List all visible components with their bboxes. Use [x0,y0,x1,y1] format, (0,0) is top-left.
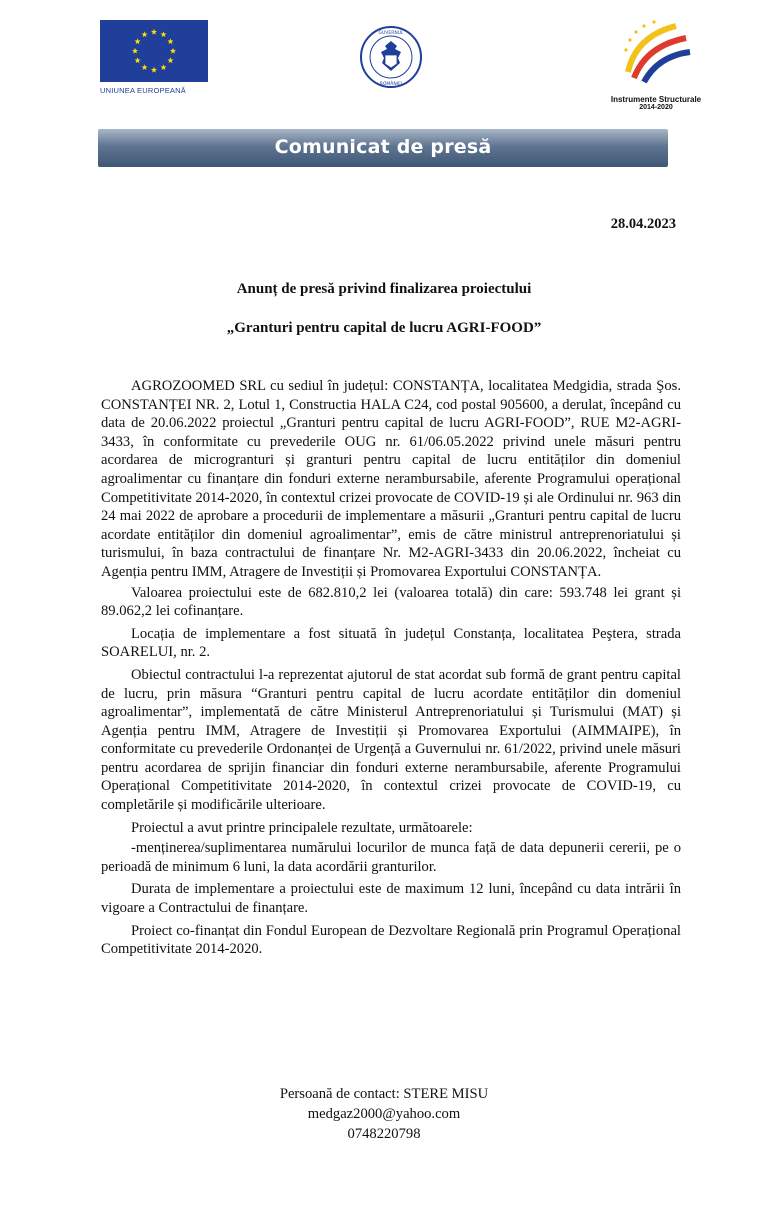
paragraph-location: Locația de implementare a fost situată în județul Constanța, localitatea Peştera, strada SOARELUI, nr. 2. [101,625,681,661]
is-caption-title: Instrumente Structurale [610,95,702,104]
eu-flag-icon [100,20,208,82]
eu-star-icon [167,38,173,44]
paragraph-value: Valoarea proiectului este de 682.810,2 lei (valoarea totală) din care: 593.748 lei grant și 89.062,2 lei cofinanțare. [101,584,681,620]
contact-phone: 0748220798 [347,1126,421,1142]
eu-star-icon [141,64,147,70]
eu-logo [100,20,208,95]
svg-text:GUVERNUL: GUVERNUL [378,31,404,36]
document-date: 28.04.2023 [610,216,676,232]
eu-star-icon [170,48,176,54]
project-name: „Granturi pentru capital de lucru AGRI-FOOD” [226,320,542,336]
eu-caption: UNIUNEA EUROPEANĂ [100,86,186,95]
eu-star-icon [141,31,147,37]
romanian-government-seal-icon [359,25,423,89]
instrumente-structurale-logo [596,16,716,111]
eu-star-icon [132,48,138,54]
eu-star-icon [135,38,141,44]
document-title: Anunț de presă privind finalizarea proiectului [236,281,532,297]
contact-person: Persoană de contact: STERE MISU [279,1086,489,1102]
eu-star-icon [135,57,141,63]
structural-instruments-swirl-icon [616,16,696,88]
press-release-banner [98,129,668,167]
paragraph-cofinancing: Proiect co-finanțat din Fondul European de Dezvoltare Regională prin Programul Operațional Competitivitate 2014-2020. [101,922,681,958]
paragraph-results-intro: Proiectul a avut printre principalele rezultate, următoarele: [131,819,473,836]
paragraph-results-item: -menținerea/suplimentarea numărului locurilor de munca față de data depunerii cererii, pe o perioadă de minimum 6 luni, la data acordării granturilor. [101,840,681,875]
paragraph-intro: AGROZOOMED SRL cu sediul în județul: CONSTANȚA, localitatea Medgidia, strada Şos. CONSTANȚEI NR. 2, Lotul 1, Constructia HALA C24, cod postal 905600, a derulat, începând cu data de 20.06.2022 proiectul „Granturi pentru capital de lucru AGRI-FOOD”, RUE M2-AGRI-3433, în conformitate cu prevederile OUG nr. 61/06.05.2022 privind unele măsuri pentru acordarea de microgranturi și granturi pentru capital de lucru entităților din domeniul agroalimentar cu finanțare din fonduri externe nerambursabile, aferente Programului operațional Competitivitate 2014-2020, în contextul crizei provocate de COVID-19 și ale Ordinului nr. 963 din 24 mai 2022 de aprobare a procedurii de implementare a măsurii „Granturi pentru capital de lucru acordate entităților din domeniul agroalimentar”, emis de către ministrul antreprenoriatului și turismului, în baza contractului de finanțare Nr. M2-AGRI-3433 din 20.06.2022, încheiat cu Agenția pentru IMM, Atragere de Investiții și Promovarea Exportului CONSTANȚA. [101,378,681,580]
contact-email: medgaz2000@yahoo.com [307,1106,461,1122]
banner-title: Comunicat de presă [274,136,492,158]
document-body [101,377,681,959]
contact-block [0,1084,768,1144]
eu-star-icon [160,31,166,37]
svg-text:ROMÂNIEI: ROMÂNIEI [379,82,403,87]
paragraph-duration: Durata de implementare a proiectului este de maximum 12 luni, începând cu data intrării în vigoare a Contractului de finanțare. [101,881,681,917]
paragraph-objective: Obiectul contractului l-a reprezentat ajutorul de stat acordat sub formă de grant pentru capital de lucru, prin măsura “Granturi pentru capital de lucru acordate entităților din domeniul agroalimentar”, implementată de către Ministerul Antreprenoriatului și Turismului (MAT) și Agenția pentru IMM, Atragere de Investiții și Promovarea Exportului (AIMMAIPE), în conformitate cu prevederile Ordonanței de Urgență a Guvernului nr. 61/2022, privind unele măsuri pentru acordarea de sprijin financiar din fonduri externe nerambursabile, aferente Programului Operațional Competitivitate 2014-2020, în contextul crizei provocate de COVID-19, cu completările și modificările ulterioare. [101,666,681,814]
is-caption-years: 2014-2020 [639,104,673,111]
eu-star-icon [167,57,173,63]
eu-star-icon [151,29,157,35]
eu-star-icon [151,67,157,73]
eu-star-icon [160,64,166,70]
